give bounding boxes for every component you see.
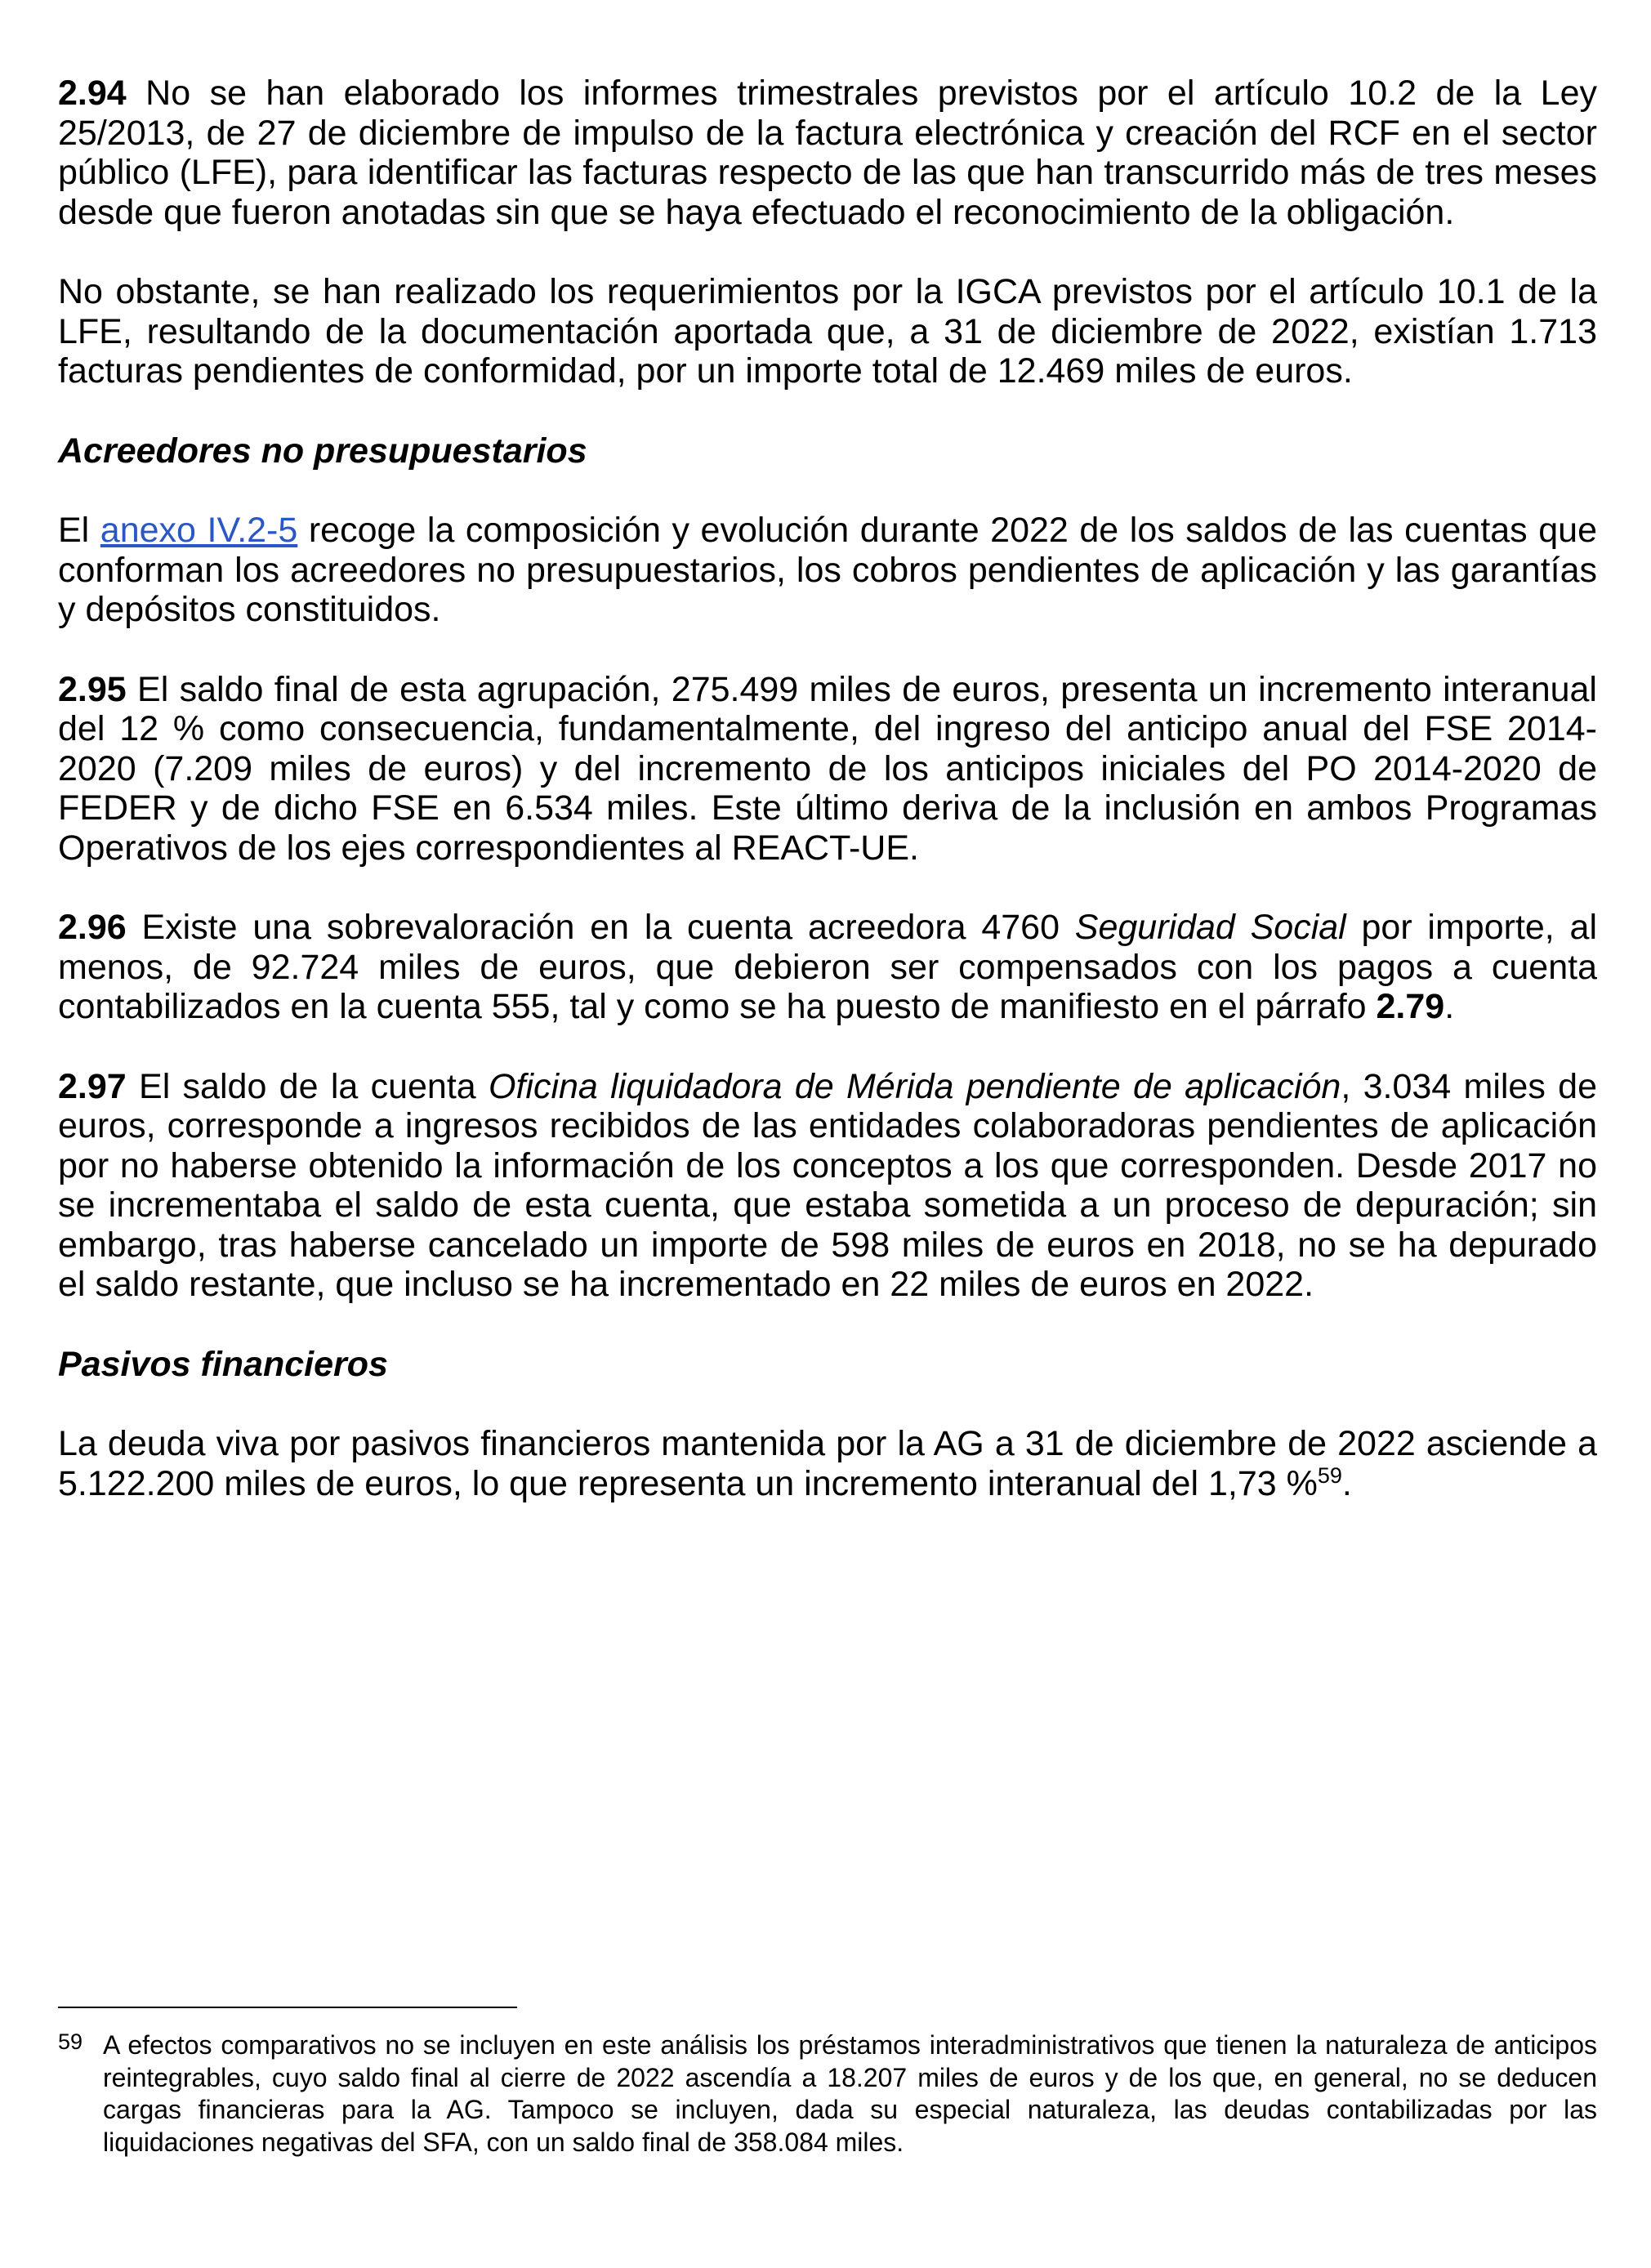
paragraph-2-95: 2.95 El saldo final de esta agrupación, 275.499 miles de euros, presenta un incremento interanual del 12 % como consecuencia, fundamentalmente, del ingreso del anticipo anual del FSE 2014-2020 (7.209 miles de euros) y del incremento de los anticipos iniciales del PO 2014-2020 de FEDER y de dicho FSE en 6.534 miles. Este último deriva de la inclusión en ambos Programas Operativos de los ejes correspondientes al REACT-UE.: [58, 669, 1597, 868]
paragraph-2-96: 2.96 Existe una sobrevaloración en la cuenta acreedora 4760 Seguridad Social por importe, al menos, de 92.724 miles de euros, que debieron ser compensados con los pagos a cuenta contabilizados en la cuenta 555, tal y como se ha puesto de manifiesto en el párrafo 2.79.: [58, 908, 1597, 1026]
section-heading-pasivos: Pasivos financieros: [58, 1344, 388, 1384]
document-body: [58, 74, 1597, 1503]
footnote-text: A efectos comparativos no se incluyen en este análisis los préstamos interadministrativos que tienen la naturaleza de anticipos reintegrables, cuyo saldo final al cierre de 2022 ascendía a 18.207 miles de euros y de los que, en general, no se deducen cargas financieras para la AG. Tampoco se incluyen, dada su especial naturaleza, las deudas contabilizadas por las liquidaciones negativas del SFA, con un saldo final de 358.084 miles.: [103, 2030, 1597, 2157]
anexo-link[interactable]: anexo IV.2-5: [100, 511, 298, 550]
footnote-divider: [58, 2007, 517, 2008]
paragraph-2-94: 2.94 No se han elaborado los informes trimestrales previstos por el artículo 10.2 de la Ley 25/2013, de 27 de diciembre de impulso de la factura electrónica y creación del RCF en el sector público (LFE), para identificar las facturas respecto de las que han transcurrido más de tres meses desde que fueron anotadas sin que se haya efectuado el reconocimiento de la obligación.: [58, 74, 1597, 232]
footnote-59: [58, 2029, 1597, 2159]
paragraph-anexo: El anexo IV.2-5 recoge la composición y evolución durante 2022 de los saldos de las cuentas que conforman los acreedores no presupuestarios, los cobros pendientes de aplicación y las garantías y depósitos constituidos.: [58, 511, 1597, 629]
paragraph-requerimientos: No obstante, se han realizado los requerimientos por la IGCA previstos por el artículo 10.1 de la LFE, resultando de la documentación aportada que, a 31 de diciembre de 2022, existían 1.713 facturas pendientes de conformidad, por un importe total de 12.469 miles de euros.: [58, 272, 1597, 391]
section-heading-acreedores: Acreedores no presupuestarios: [58, 431, 587, 471]
paragraph-deuda-viva: La deuda viva por pasivos financieros mantenida por la AG a 31 de diciembre de 2022 asciende a 5.122.200 miles de euros, lo que representa un incremento interanual del 1,73 %$^{59}$.: [58, 1424, 1597, 1503]
paragraph-number: 2.97: [58, 1066, 127, 1106]
footnote-number: 59: [58, 2029, 83, 2054]
paragraph-number: 2.94: [58, 74, 127, 113]
paragraph-number: 2.95: [58, 669, 127, 709]
paragraph-number: 2.96: [58, 908, 127, 947]
paragraph-reference: 2.79: [1376, 987, 1445, 1026]
footnote-reference[interactable]: 59: [1317, 1462, 1342, 1488]
paragraph-2-97: 2.97 El saldo de la cuenta Oficina liquidadora de Mérida pendiente de aplicación, 3.034 miles de euros, corresponde a ingresos recibidos de las entidades colaboradoras pendientes de aplicación por no haberse obtenido la información de los conceptos a los que corresponden. Desde 2017 no se incrementaba el saldo de esta cuenta, que estaba sometida a un proceso de depuración; sin embargo, tras haberse cancelado un importe de 598 miles de euros en 2018, no se ha depurado el saldo restante, que incluso se ha incrementado en 22 miles de euros en 2022.: [58, 1066, 1597, 1304]
